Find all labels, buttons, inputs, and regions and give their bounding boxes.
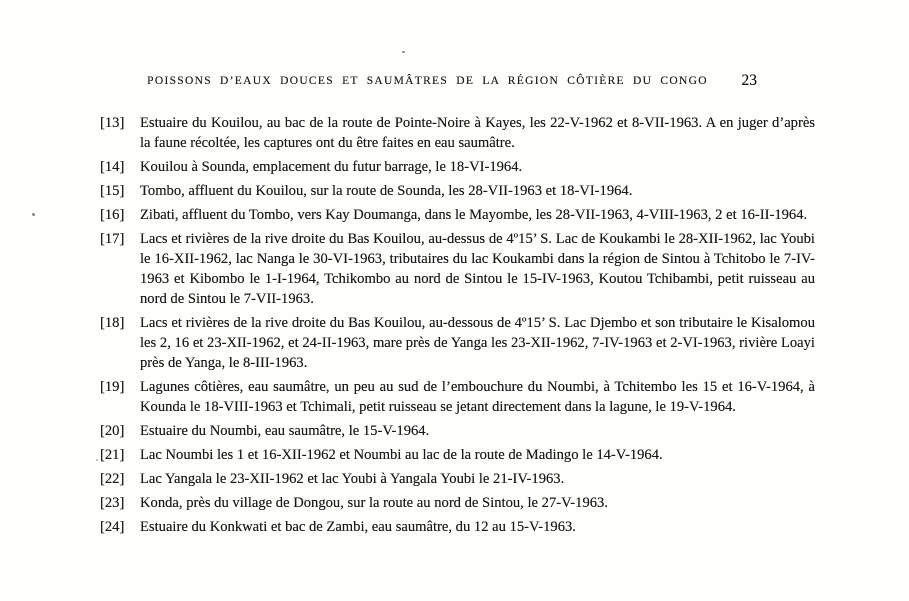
entry-text: Kouilou à Sounda, emplacement du futur barrage, le 18-VI-1964. <box>140 159 523 175</box>
entry-number: [17] <box>100 231 125 247</box>
list-entry <box>100 517 815 537</box>
entry-text: Estuaire du Noumbi, eau saumâtre, le 15-V-1964. <box>140 423 430 439</box>
entry-text: Zibati, affluent du Tombo, vers Kay Doumanga, dans le Mayombe, les 28-VII-1963, 4-VIII-1963, 2 et 16-II-1964. <box>140 207 808 223</box>
page-number: 23 <box>741 72 757 89</box>
scan-speck <box>402 51 405 53</box>
list-entry <box>100 181 815 201</box>
entry-text: Lac Yangala le 23-XII-1962 et lac Youbi à Yangala Youbi le 21-IV-1963. <box>140 471 565 487</box>
entry-text: Estuaire du Kouilou, au bac de la route de Pointe-Noire à Kayes, les 22-V-1962 et 8-VII-1963. A en juger d’après la faune récoltée, les captures ont du être faites en eau saumâtre. <box>140 115 815 151</box>
entry-number: [13] <box>100 115 125 131</box>
entry-text: Lacs et rivières de la rive droite du Bas Kouilou, au-dessous de 4º15’ S. Lac Djembo et son tributaire le Kisalomou les 2, 16 et 23-XII-1962, et 24-II-1963, mare près de Yanga les 23-XII-1962, 7-IV-1963 et 2-VI-1963, rivière Loayi près de Yanga, le 8-III-1963. <box>140 315 815 371</box>
list-entry <box>100 313 815 373</box>
entry-number: [21] <box>100 447 125 463</box>
list-entry <box>100 157 815 177</box>
scan-speck <box>32 213 35 216</box>
entry-number: [14] <box>100 159 125 175</box>
entry-number: [19] <box>100 379 125 395</box>
list-entry <box>100 113 815 153</box>
list-entry <box>100 421 815 441</box>
entry-number: [20] <box>100 423 125 439</box>
entry-text: Lac Noumbi les 1 et 16-XII-1962 et Noumbi au lac de la route de Madingo le 14-V-1964. <box>140 447 663 463</box>
entry-number: [16] <box>100 207 125 223</box>
scan-speck <box>96 459 98 461</box>
entry-number: [24] <box>100 519 125 535</box>
entry-number: [22] <box>100 471 125 487</box>
entry-text: Estuaire du Konkwati et bac de Zambi, eau saumâtre, du 12 au 15-V-1963. <box>140 519 576 535</box>
entry-text: Lagunes côtières, eau saumâtre, un peu au sud de l’embouchure du Noumbi, à Tchitembo les 15 et 16-V-1964, à Kounda le 18-VIII-1963 et Tchimali, petit ruisseau se jetant directement dans la lagune, le 19-V-1964. <box>140 379 815 415</box>
list-entry <box>100 445 815 465</box>
entry-number: [18] <box>100 315 125 331</box>
running-head-title: POISSONS D’EAUX DOUCES ET SAUMÂTRES DE LA RÉGION CÔTIÈRE DU CONGO <box>147 75 708 87</box>
list-entry <box>100 229 815 309</box>
locality-entry-list <box>100 113 815 541</box>
list-entry <box>100 205 815 225</box>
list-entry <box>100 469 815 489</box>
list-entry <box>100 377 815 417</box>
entry-text: Konda, près du village de Dongou, sur la route au nord de Sintou, le 27-V-1963. <box>140 495 608 511</box>
list-entry <box>100 493 815 513</box>
entry-number: [15] <box>100 183 125 199</box>
entry-text: Lacs et rivières de la rive droite du Bas Kouilou, au-dessus de 4º15’ S. Lac de Koukambi le 28-XII-1962, lac Youbi le 16-XII-1962, lac Nanga le 30-VI-1963, tributaires du lac Koukambi dans la région de Sintou à Tchitobo le 7-IV-1963 et Kibombo le 1-I-1964, Tchikombo au nord de Sintou le 15-IV-1963, Koutou Tchibambi, petit ruisseau au nord de Sintou le 7-VII-1963. <box>140 231 815 307</box>
entry-text: Tombo, affluent du Kouilou, sur la route de Sounda, les 28-VII-1963 et 18-VI-1964. <box>140 183 633 199</box>
entry-number: [23] <box>100 495 125 511</box>
running-head <box>100 72 815 90</box>
